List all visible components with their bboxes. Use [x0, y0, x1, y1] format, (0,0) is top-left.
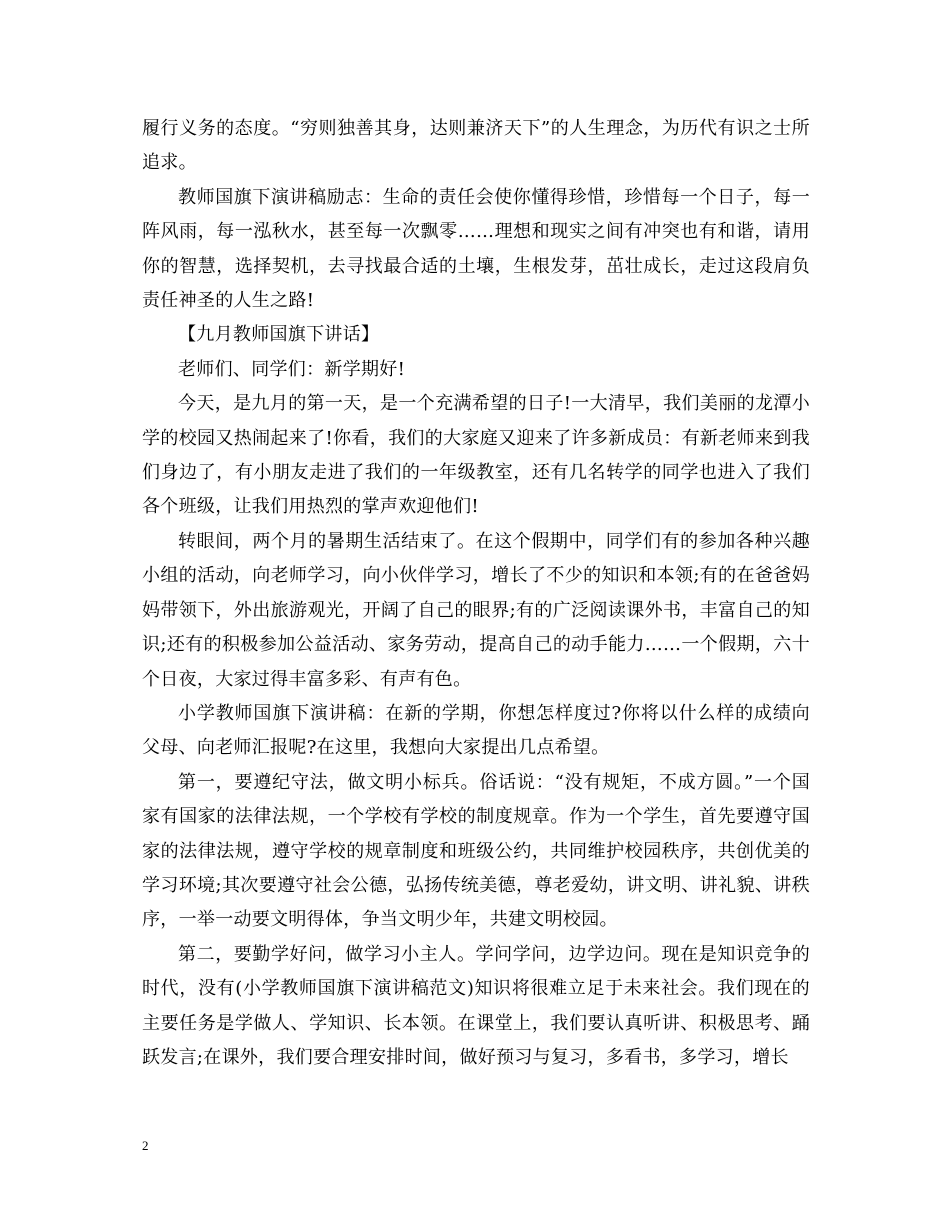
paragraph: 履行义务的态度。“穷则独善其身，达则兼济天下”的人生理念，为历代有识之士所追求。 — [142, 118, 810, 174]
page-number: 2 — [142, 1138, 149, 1153]
paragraph: 转眼间，两个月的暑期生活结束了。在这个假期中，同学们有的参加各种兴趣小组的活动，向老师学习，向小伙伴学习，增长了不少的知识和本领;有的在爸爸妈妈带领下，外出旅游观光，开阔了自己的眼界;有的广泛阅读课外书，丰富自己的知识;还有的积极参加公益活动、家务劳动，提高自己的动手能力……一个假期，六十个日夜，大家过得丰富多彩、有声有色。 — [142, 530, 810, 690]
paragraph: 今天，是九月的第一天，是一个充满希望的日子!一大清早，我们美丽的龙潭小学的校园又热闹起来了!你看，我们的大家庭又迎来了许多新成员：有新老师来到我们身边了，有小朋友走进了我们的一年级教室，还有几名转学的同学也进入了我们各个班级，让我们用热烈的掌声欢迎他们! — [142, 393, 810, 518]
paragraph: 小学教师国旗下演讲稿：在新的学期，你想怎样度过?你将以什么样的成绩向父母、向老师汇报呢?在这里，我想向大家提出几点希望。 — [142, 702, 810, 759]
salutation: 老师们、同学们：新学期好! — [178, 358, 406, 380]
paragraph: 第一，要遵纪守法，做文明小标兵。俗话说：“没有规矩，不成方圆。”一个国家有国家的法律法规，一个学校有学校的制度规章。作为一个学生，首先要遵守国家的法律法规，遵守学校的规章制度和班级公约，共同维护校园秩序，共创优美的学习环境;其次要遵守社会公德，弘扬传统美德，尊老爱幼，讲文明、讲礼貌、讲秩序，一举一动要文明得体，争当文明少年，共建文明校园。 — [142, 771, 810, 931]
document-body — [142, 112, 810, 1075]
section-heading: 【九月教师国旗下讲话】 — [178, 324, 380, 346]
paragraph: 教师国旗下演讲稿励志：生命的责任会使你懂得珍惜，珍惜每一个日子，每一阵风雨，每一泓秋水，甚至每一次飘零……理想和现实之间有冲突也有和谐，请用你的智慧，选择契机，去寻找最合适的土壤，生根发芽，茁壮成长，走过这段肩负责任神圣的人生之路! — [142, 186, 810, 312]
paragraph: 第二，要勤学好问，做学习小主人。学问学问，边学边问。现在是知识竞争的时代，没有(小学教师国旗下演讲稿范文)知识将很难立足于未来社会。我们现在的主要任务是学做人、学知识、长本领。在课堂上，我们要认真听讲、积极思考、踊跃发言;在课外，我们要合理安排时间，做好预习与复习，多看书，多学习，增长 — [142, 943, 810, 1068]
